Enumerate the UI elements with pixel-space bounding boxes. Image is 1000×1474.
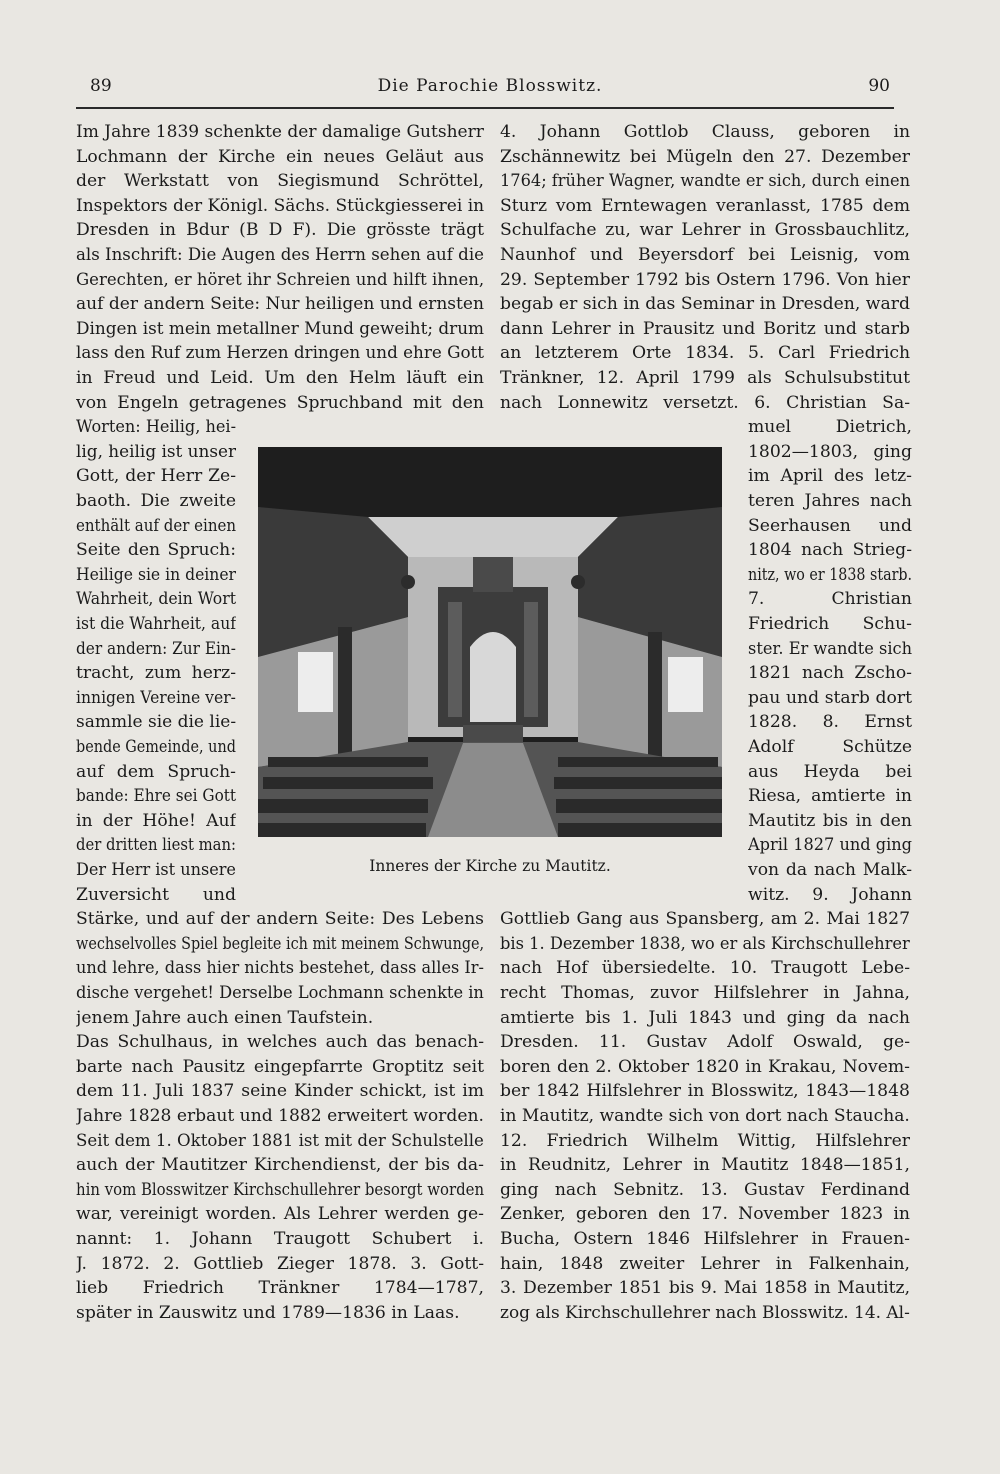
left-column-line: dische vergehet! Derselbe Lochmann schenkte in <box>76 983 484 1003</box>
right-column-line: aus Heyda bei <box>748 761 912 782</box>
right-column-line: 12. Friedrich Wilhelm Wittig, Hilfslehrer <box>500 1130 910 1151</box>
right-column-line: Gottlieb Gang aus Spansberg, am 2. Mai 1827 <box>500 909 910 930</box>
page-number-left: 89 <box>90 76 112 96</box>
left-column-line: barte nach Pausitz eingepfarrte Groptitz seit <box>76 1056 484 1077</box>
right-column-line: muel Dietrich, <box>748 417 912 438</box>
figure-caption: Inneres der Kirche zu Mautitz. <box>369 857 611 875</box>
right-column-line: 29. September 1792 bis Ostern 1796. Von hier <box>500 269 910 290</box>
left-column-line: Seit dem 1. Oktober 1881 ist mit der Schulstelle <box>76 1130 484 1151</box>
left-column-line: J. 1872. 2. Gottlieb Zieger 1878. 3. Gott- <box>76 1253 484 1274</box>
left-column-line: Heilige sie in deiner <box>76 564 236 585</box>
right-column-line: boren den 2. Oktober 1820 in Krakau, Novem- <box>500 1056 910 1077</box>
right-column-line: in Reudnitz, Lehrer in Mautitz 1848—1851, <box>500 1155 910 1176</box>
right-column-line: April 1827 und ging <box>748 835 912 856</box>
right-column-line: 3. Dezember 1851 bis 9. Mai 1858 in Mautitz, <box>500 1278 910 1299</box>
left-column-line: dem 11. Juli 1837 seine Kinder schickt, ist im <box>76 1081 484 1102</box>
right-column-line: Sturz vom Erntewagen veranlasst, 1785 dem <box>500 195 910 216</box>
left-column-line: Lochmann der Kirche ein neues Geläut aus <box>76 146 484 167</box>
right-column-line: Mautitz bis in den <box>748 810 912 831</box>
running-header <box>90 76 890 102</box>
right-column-line: ber 1842 Hilfslehrer in Blosswitz, 1843—1848 <box>500 1081 910 1102</box>
left-column-line: in Freud und Leid. Um den Helm läuft ein <box>76 368 484 388</box>
left-column-line: der andern: Zur Ein- <box>76 638 236 659</box>
left-column-line: sammle sie die lie- <box>76 712 236 733</box>
running-title: Die Parochie Blosswitz. <box>377 76 603 96</box>
right-column-line: nitz, wo er 1838 starb. <box>748 564 912 585</box>
right-column-line: Dresden. 11. Gustav Adolf Oswald, ge- <box>500 1032 910 1053</box>
left-column-line: ist die Wahrheit, auf <box>76 614 236 634</box>
left-column-line: bande: Ehre sei Gott <box>76 786 236 807</box>
left-column-line: in der Höhe! Auf <box>76 810 236 831</box>
right-column-line: Naunhof und Beyersdorf bei Leisnig, vom <box>500 245 910 265</box>
right-column-line: bis 1. Dezember 1838, wo er als Kirchschullehrer <box>500 933 910 954</box>
left-column-line: Gerechten, er höret ihr Schreien und hilft ihnen, <box>76 269 484 290</box>
right-column-line: ster. Er wandte sich <box>748 638 912 659</box>
right-column-line: Riesa, amtierte in <box>748 786 912 807</box>
left-column-line: Worten: Heilig, hei- <box>76 417 236 438</box>
right-column-line: witz. 9. Johann <box>748 884 912 905</box>
left-column-line: später in Zauswitz und 1789—1836 in Laas. <box>76 1302 460 1323</box>
left-column-line: lieb Friedrich Tränkner 1784—1787, <box>76 1278 484 1299</box>
right-column-line: teren Jahres nach <box>748 491 912 511</box>
left-column-line: Im Jahre 1839 schenkte der damalige Gutsherr <box>76 122 484 142</box>
left-column-line: Gott, der Herr Ze- <box>76 466 236 487</box>
left-column-line: Dresden in Bdur (B D F). Die grösste trägt <box>76 220 484 241</box>
left-column-line: auf der andern Seite: Nur heiligen und ernsten <box>76 294 484 315</box>
left-column-line: Dingen ist mein metallner Mund geweiht; drum <box>76 318 484 339</box>
right-column-line: Friedrich Schu- <box>748 614 912 634</box>
left-column-line: Inspektors der Königl. Sächs. Stückgiesserei in <box>76 195 484 216</box>
right-column-line: hain, 1848 zweiter Lehrer in Falkenhain, <box>500 1253 910 1274</box>
left-column-line: auf dem Spruch- <box>76 761 236 782</box>
left-column-line: war, vereinigt worden. Als Lehrer werden ge- <box>76 1204 484 1225</box>
right-column-line: zog als Kirchschullehrer nach Blosswitz. 14. Al- <box>500 1302 910 1323</box>
left-column-line: baoth. Die zweite <box>76 491 236 511</box>
header-rule <box>76 107 894 109</box>
left-column-line: enthält auf der einen <box>76 515 236 536</box>
left-column-line: nannt: 1. Johann Traugott Schubert i. <box>76 1229 484 1249</box>
right-column-line: an letzterem Orte 1834. 5. Carl Friedrich <box>500 343 910 364</box>
right-column-line: Bucha, Ostern 1846 Hilfslehrer in Frauen- <box>500 1229 910 1249</box>
left-column-line: auch der Mautitzer Kirchendienst, der bis da- <box>76 1155 484 1176</box>
left-column-line: Zuversicht und <box>76 884 236 905</box>
right-column-line: 1804 nach Strieg- <box>748 540 912 561</box>
left-column-line: Wahrheit, dein Wort <box>76 589 236 610</box>
right-column-line: pau und starb dort <box>748 687 912 708</box>
left-column-line: der Werkstatt von Siegismund Schröttel, <box>76 171 484 192</box>
right-column-line: dann Lehrer in Prausitz und Boritz und starb <box>500 318 910 339</box>
left-column-line: tracht, zum herz- <box>76 663 236 684</box>
right-column-line: ging nach Sebnitz. 13. Gustav Ferdinand <box>500 1179 910 1200</box>
right-column-line: Seerhausen und <box>748 515 912 536</box>
left-column-line: lass den Ruf zum Herzen dringen und ehre Gott <box>76 343 484 364</box>
right-column-line: 7. Christian <box>748 589 912 610</box>
right-column-line: nach Hof übersiedelte. 10. Traugott Lebe- <box>500 958 910 979</box>
right-column-line: Schulfache zu, war Lehrer in Grossbauchlitz, <box>500 220 910 241</box>
left-column-line: hin vom Blosswitzer Kirchschullehrer besorgt worden <box>76 1179 484 1200</box>
right-column-line: von da nach Malk- <box>748 860 912 880</box>
right-column-line: Zschännewitz bei Mügeln den 27. Dezember <box>500 146 910 167</box>
right-column-line: im April des letz- <box>748 466 912 487</box>
right-column-line: 1802—1803, ging <box>748 441 912 462</box>
right-column-line: 1764; früher Wagner, wandte er sich, durch einen <box>500 171 910 192</box>
left-column-line: und lehre, dass hier nichts bestehet, dass alles Ir- <box>76 958 484 979</box>
right-column-line: recht Thomas, zuvor Hilfslehrer in Jahna, <box>500 983 910 1003</box>
left-column-line: der dritten liest man: <box>76 835 236 856</box>
right-column-line: 1821 nach Zscho- <box>748 663 912 684</box>
left-column-line: Der Herr ist unsere <box>76 860 236 880</box>
left-column-line: von Engeln getragenes Spruchband mit den <box>76 392 484 413</box>
left-column-line: Das Schulhaus, in welches auch das benach- <box>76 1032 484 1053</box>
right-column-line: in Mautitz, wandte sich von dort nach Staucha. <box>500 1106 910 1126</box>
left-column-line: innigen Vereine ver- <box>76 687 236 708</box>
left-column-line: bende Gemeinde, und <box>76 737 236 757</box>
right-column-line: Zenker, geboren den 17. November 1823 in <box>500 1204 910 1225</box>
left-column-line: Seite den Spruch: <box>76 540 236 561</box>
church-interior-photo <box>258 447 722 837</box>
right-column-line: 1828. 8. Ernst <box>748 712 912 733</box>
left-column-line: Stärke, und auf der andern Seite: Des Lebens <box>76 909 484 930</box>
page-number-right: 90 <box>868 76 890 96</box>
right-column-line: Adolf Schütze <box>748 737 912 757</box>
left-column-line: lig, heilig ist unser <box>76 441 236 462</box>
right-column-line: amtierte bis 1. Juli 1843 und ging da nach <box>500 1007 910 1028</box>
left-column-line: jenem Jahre auch einen Taufstein. <box>76 1007 374 1028</box>
left-column-line: Jahre 1828 erbaut und 1882 erweitert worden. <box>76 1106 484 1126</box>
right-column-line: begab er sich in das Seminar in Dresden, ward <box>500 294 910 315</box>
left-column-line: als Inschrift: Die Augen des Herrn sehen auf die <box>76 245 484 265</box>
right-column-line: nach Lonnewitz versetzt. 6. Christian Sa- <box>500 392 910 413</box>
right-column-line: 4. Johann Gottlob Clauss, geboren in <box>500 122 910 142</box>
left-column-line: wechselvolles Spiel begleite ich mit meinem Schwunge, <box>76 933 484 954</box>
right-column-line: Tränkner, 12. April 1799 als Schulsubstitut <box>500 368 910 388</box>
